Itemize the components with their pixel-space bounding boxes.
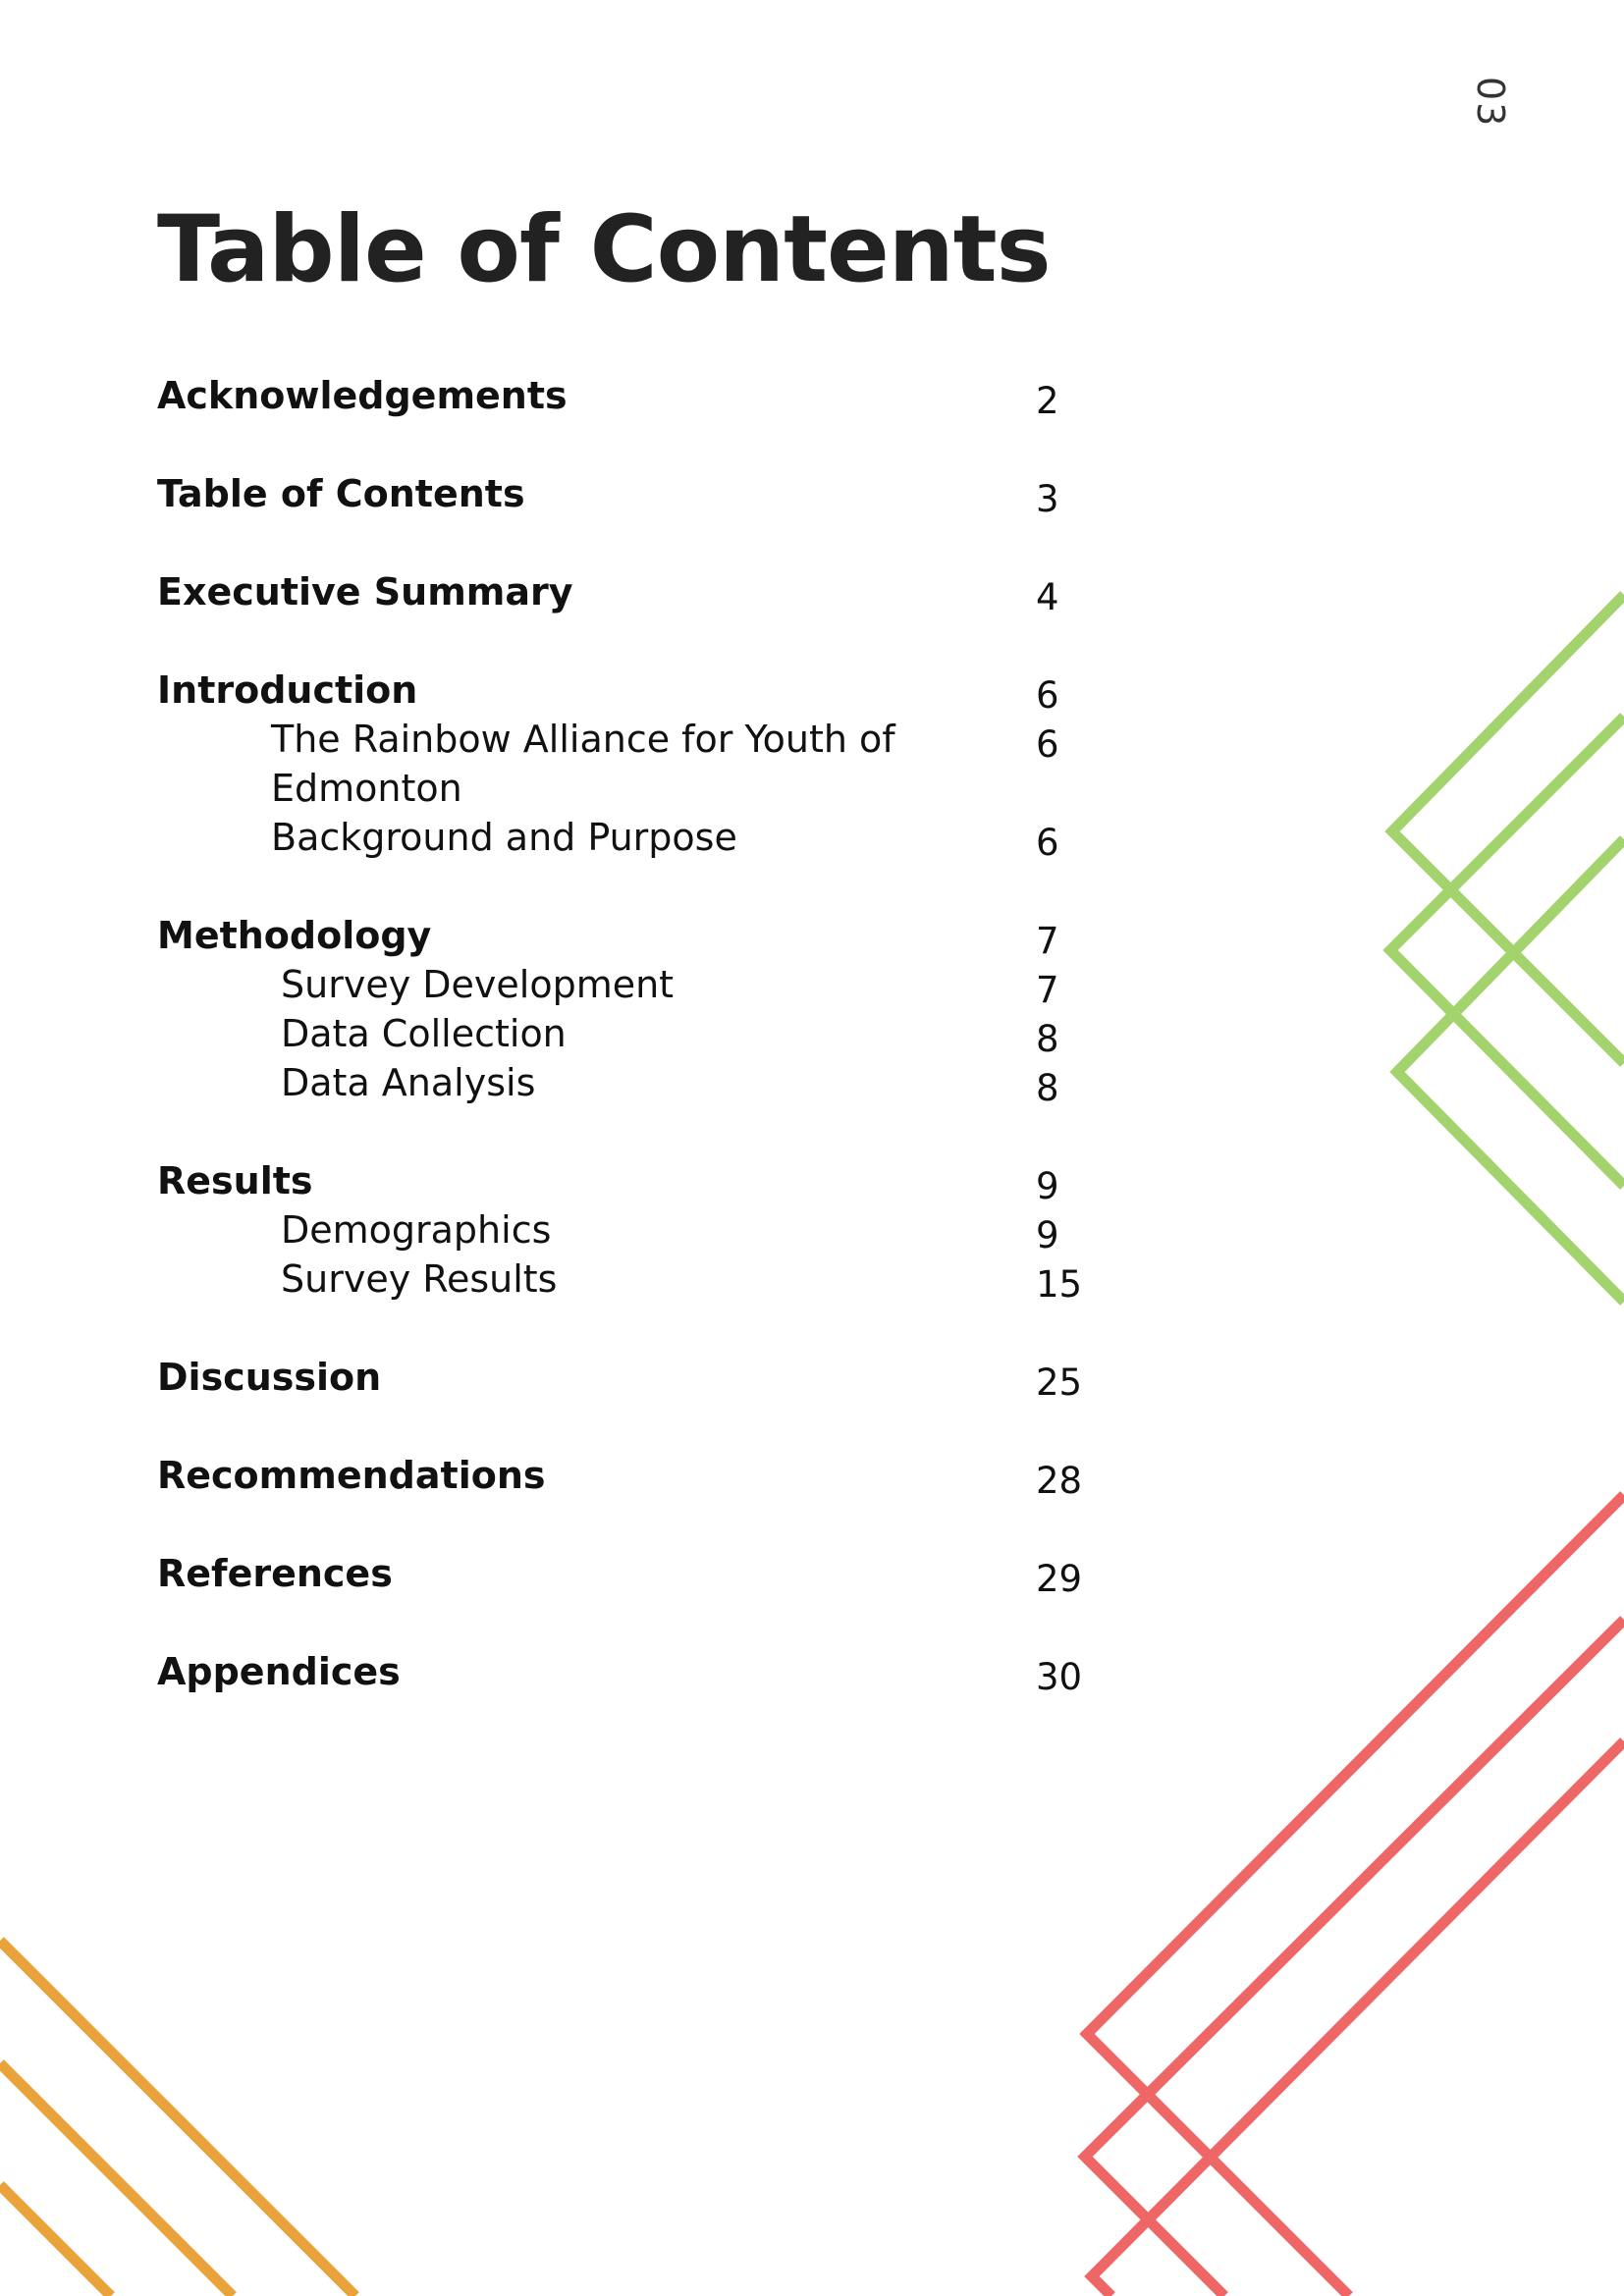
toc-subentry-page: 8 bbox=[1036, 1018, 1059, 1060]
orange-line-3 bbox=[0, 2185, 111, 2296]
red-chevrons bbox=[1085, 1495, 1624, 2296]
toc-subentry-data-analysis[interactable] bbox=[0, 1058, 1178, 1107]
orange-lines bbox=[0, 1941, 355, 2296]
toc-subentry-label: Data Analysis bbox=[281, 1061, 536, 1104]
toc-entry-page: 2 bbox=[1036, 380, 1059, 422]
toc-subentry-page: 6 bbox=[1036, 723, 1059, 766]
toc-entry-page: 3 bbox=[1036, 478, 1059, 520]
toc-entry-executive-summary[interactable] bbox=[0, 567, 1178, 616]
toc-entry-label: Recommendations bbox=[157, 1454, 546, 1497]
toc-entry-page: 4 bbox=[1036, 576, 1059, 618]
toc-subentry-survey-development[interactable] bbox=[0, 960, 1178, 1009]
toc-entry-label: Methodology bbox=[157, 914, 432, 957]
toc-entry-introduction[interactable] bbox=[0, 666, 1178, 715]
toc-subentry-page: 15 bbox=[1036, 1263, 1083, 1306]
toc-entry-page: 25 bbox=[1036, 1362, 1083, 1404]
toc-entry-page: 29 bbox=[1036, 1558, 1083, 1600]
toc-subentry-demographics[interactable] bbox=[0, 1205, 1178, 1255]
toc-entry-page: 28 bbox=[1036, 1460, 1083, 1502]
toc-entry-table-of-contents[interactable] bbox=[0, 469, 1178, 518]
page-title: Table of Contents bbox=[157, 196, 1051, 303]
toc-subentry-page: 9 bbox=[1036, 1214, 1059, 1256]
toc-subentry-label: Survey Results bbox=[281, 1257, 558, 1301]
toc-entry-label: Introduction bbox=[157, 668, 418, 712]
toc-entry-label: Discussion bbox=[157, 1356, 382, 1399]
toc-subentry-page: 8 bbox=[1036, 1067, 1059, 1109]
toc-subentry-label: Background and Purpose bbox=[271, 816, 737, 859]
toc-entry-label: Results bbox=[157, 1159, 313, 1202]
toc-entry-methodology[interactable] bbox=[0, 911, 1178, 960]
green-chevrons bbox=[1390, 595, 1624, 1302]
toc-entry-discussion[interactable] bbox=[0, 1353, 1178, 1402]
toc-entry-label: References bbox=[157, 1552, 393, 1595]
toc-subentry-label: Survey Development bbox=[281, 963, 675, 1006]
toc-entry-page: 30 bbox=[1036, 1656, 1083, 1698]
toc-entry-label: Appendices bbox=[157, 1650, 401, 1693]
red-chevron-1 bbox=[1087, 1495, 1624, 2296]
toc-subentry-background-purpose[interactable] bbox=[0, 813, 1178, 862]
toc-entry-results[interactable] bbox=[0, 1156, 1178, 1205]
toc-subentry-label: Demographics bbox=[281, 1208, 552, 1252]
toc-subentry-label: The Rainbow Alliance for Youth of bbox=[271, 718, 895, 761]
toc-subentry-page: 6 bbox=[1036, 822, 1059, 864]
toc-subentry-data-collection[interactable] bbox=[0, 1009, 1178, 1058]
orange-line-2 bbox=[0, 2063, 233, 2296]
toc-entry-appendices[interactable] bbox=[0, 1647, 1178, 1696]
toc-entry-page: 9 bbox=[1036, 1165, 1059, 1207]
toc-subentry-label: Edmonton bbox=[271, 767, 462, 810]
toc-entry-recommendations[interactable] bbox=[0, 1451, 1178, 1500]
toc-entry-label: Executive Summary bbox=[157, 570, 573, 614]
toc-entry-label: Acknowledgements bbox=[157, 374, 568, 417]
toc-entry-references[interactable] bbox=[0, 1549, 1178, 1598]
toc-entry-label: Table of Contents bbox=[157, 472, 525, 515]
toc-entry-acknowledgements[interactable] bbox=[0, 371, 1178, 420]
toc-subentry-page: 7 bbox=[1036, 969, 1059, 1011]
toc-subentry-rainbow-alliance[interactable] bbox=[0, 715, 1178, 764]
toc-subentry-label: Data Collection bbox=[281, 1012, 567, 1055]
toc-entry-page: 6 bbox=[1036, 674, 1059, 717]
red-chevron-3 bbox=[1092, 1741, 1624, 2296]
page-number: 03 bbox=[1469, 77, 1512, 129]
toc-subentry-survey-results[interactable] bbox=[0, 1255, 1178, 1304]
toc-entry-page: 7 bbox=[1036, 920, 1059, 962]
toc-subentry-rainbow-alliance-continued[interactable] bbox=[0, 764, 1178, 813]
